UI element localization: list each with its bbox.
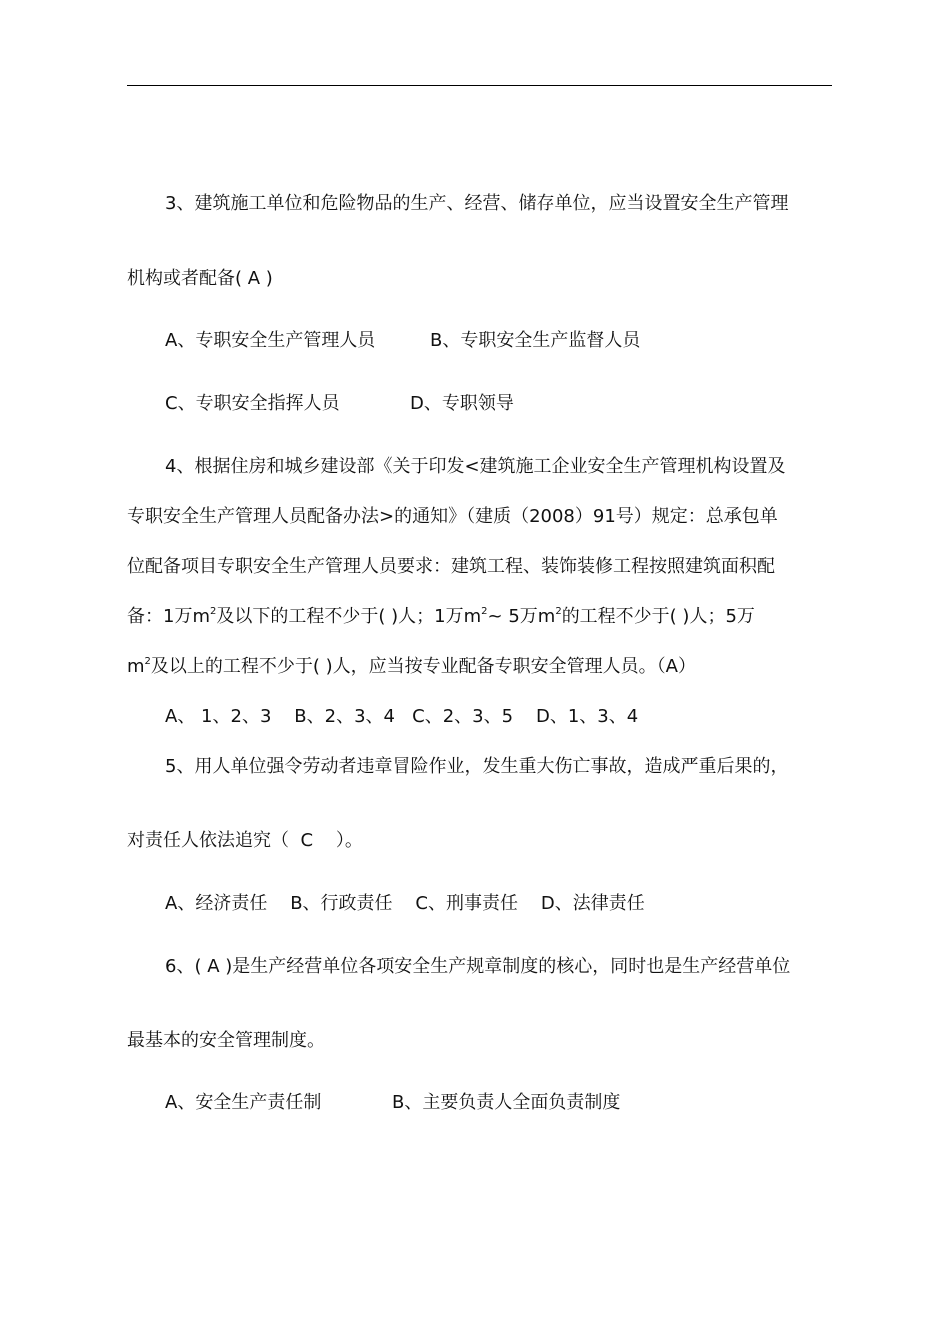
superscript: 2 <box>481 606 488 617</box>
q4-line5-part-a: m <box>127 656 145 677</box>
q4-line5-part-b: 及以上的工程不少于( )人，应当按专业配备专职安全管理人员。（A） <box>150 656 696 677</box>
q3-stem-line2: 机构或者配备( A ) <box>127 268 273 289</box>
q3-stem-line1: 3、建筑施工单位和危险物品的生产、经营、储存单位，应当设置安全生产管理 <box>165 193 789 214</box>
q4-line4-part-c: ~ 5万m <box>487 606 556 627</box>
q6-option-b: B、主要负责人全面负责制度 <box>392 1092 621 1113</box>
q3-option-c: C、专职安全指挥人员 <box>165 393 340 414</box>
q4-stem-line3: 位配备项目专职安全生产管理人员要求：建筑工程、装饰装修工程按照建筑面积配 <box>127 556 775 577</box>
q3-option-b: B、专职安全生产监督人员 <box>430 330 641 351</box>
q4-options: A、 1、2、3 B、2、3、4 C、2、3、5 D、1、3、4 <box>165 706 639 727</box>
q4-stem-line2: 专职安全生产管理人员配备办法>的通知》（建质（2008）91号）规定：总承包单 <box>127 506 778 527</box>
q3-option-a: A、专职安全生产管理人员 <box>165 330 376 351</box>
q6-stem-line1: 6、( A )是生产经营单位各项安全生产规章制度的核心，同时也是生产经营单位 <box>165 956 791 977</box>
q5-stem-line1: 5、用人单位强令劳动者违章冒险作业，发生重大伤亡事故，造成严重后果的， <box>165 756 789 777</box>
q4-stem-line1: 4、根据住房和城乡建设部《关于印发<建筑施工企业安全生产管理机构设置及 <box>165 456 786 477</box>
q3-option-d: D、专职领导 <box>410 393 514 414</box>
header-rule <box>127 85 832 86</box>
q5-options: A、经济责任 B、行政责任 C、刑事责任 D、法律责任 <box>165 893 645 914</box>
q4-line4-part-b: 及以下的工程不少于( )人；1万m <box>216 606 482 627</box>
q4-line4-part-d: 的工程不少于( )人；5万 <box>561 606 755 627</box>
q4-stem-line4 <box>127 606 755 628</box>
q6-stem-line2: 最基本的安全管理制度。 <box>127 1030 325 1051</box>
superscript: 2 <box>555 606 562 617</box>
superscript: 2 <box>210 606 217 617</box>
q4-stem-line5 <box>127 656 696 678</box>
superscript: 2 <box>144 656 151 667</box>
q6-option-a: A、安全生产责任制 <box>165 1092 322 1113</box>
q4-line4-part-a: 备：1万m <box>127 606 210 627</box>
q5-stem-line2: 对责任人依法追究（ C ）。 <box>127 830 363 851</box>
